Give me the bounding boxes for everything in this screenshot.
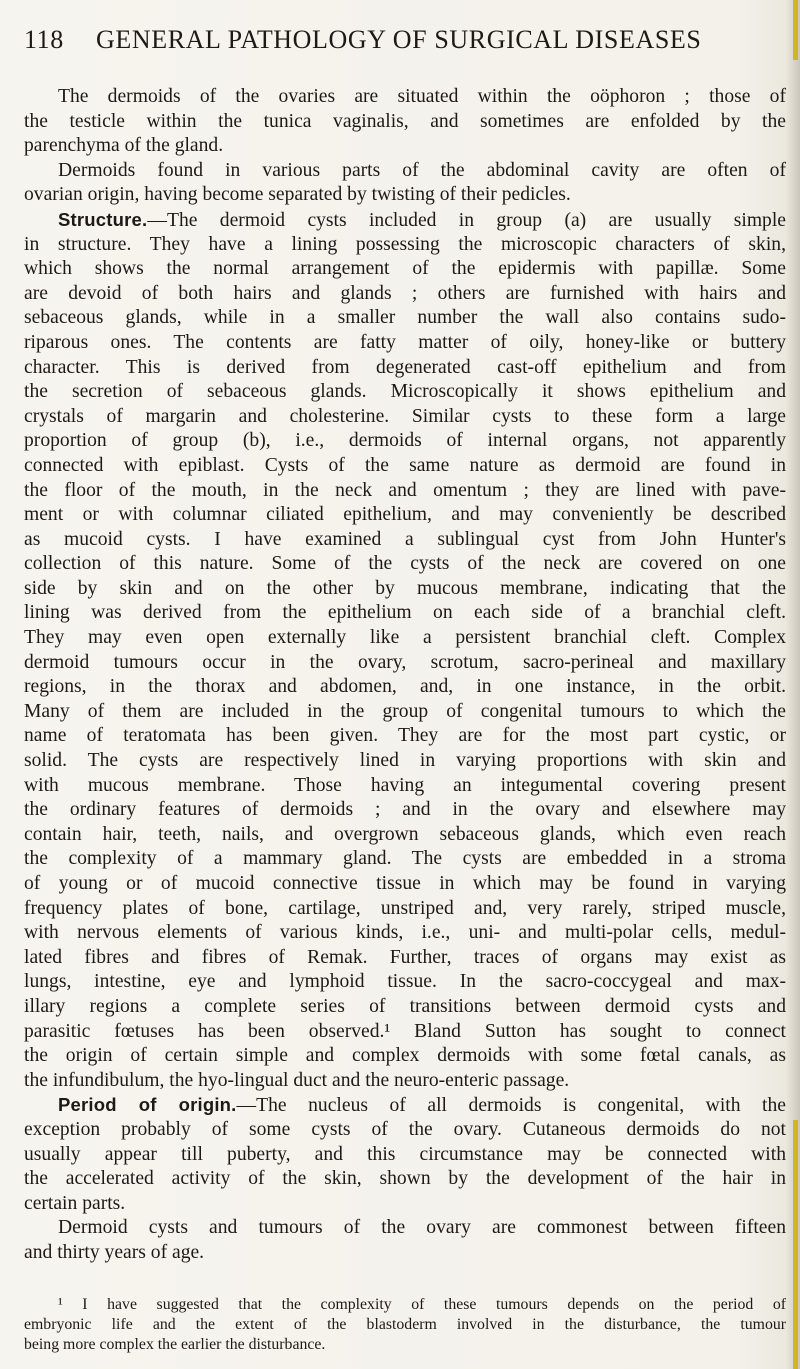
text-line bbox=[24, 429, 786, 454]
line-text: crystals of margarin and cholesterine. Similar cysts to these form a large bbox=[24, 405, 786, 427]
text-line bbox=[24, 552, 786, 577]
page-number: 118 bbox=[24, 25, 64, 54]
running-head bbox=[24, 20, 800, 60]
section-heading: Structure. bbox=[58, 208, 148, 230]
body-text bbox=[24, 85, 786, 1266]
line-text: with nervous elements of various kinds, i.e., uni- and multi-polar cells, medul- bbox=[24, 922, 786, 944]
text-line bbox=[24, 183, 786, 208]
page-edge-mark bbox=[793, 1120, 798, 1369]
line-text: illary regions a complete series of transitions between dermoid cysts and bbox=[24, 995, 786, 1017]
text-line bbox=[24, 601, 786, 626]
text-line bbox=[24, 847, 786, 872]
footnote-line: ¹ I have suggested that the complexity of these tumours depends on the period of bbox=[58, 1296, 786, 1313]
text-line bbox=[24, 1241, 786, 1266]
text-line bbox=[24, 872, 786, 897]
footnote-line: embryonic life and the extent of the blastoderm involved in the disturbance, the tumour bbox=[24, 1316, 786, 1333]
line-text: collection of this nature. Some of the cysts of the neck are covered on one bbox=[24, 553, 786, 575]
text-line bbox=[24, 1044, 786, 1069]
line-text: Many of them are included in the group of congenital tumours to which the bbox=[24, 700, 786, 722]
text-line bbox=[24, 995, 786, 1020]
line-text: —The dermoid cysts included in group (a) are usually simple bbox=[147, 209, 786, 231]
text-line bbox=[24, 897, 786, 922]
text-line bbox=[24, 208, 786, 233]
text-line bbox=[24, 380, 786, 405]
text-line bbox=[24, 651, 786, 676]
text-line bbox=[24, 1093, 786, 1118]
line-text: are devoid of both hairs and glands ; others are furnished with hairs and bbox=[24, 282, 786, 304]
line-text: certain parts. bbox=[24, 1192, 126, 1214]
line-text: They may even open externally like a persistent branchial cleft. Complex bbox=[24, 627, 786, 649]
line-text: the testicle within the tunica vaginalis, and sometimes are enfolded by the bbox=[24, 110, 786, 132]
line-text: contain hair, teeth, nails, and overgrown sebaceous glands, which even reach bbox=[24, 823, 786, 845]
text-line bbox=[24, 700, 786, 725]
line-text: character. This is derived from degenerated cast-off epithelium and from bbox=[24, 356, 786, 378]
line-text: parasitic fœtuses has been observed.¹ Bland Sutton has sought to connect bbox=[24, 1020, 786, 1042]
line-text: with mucous membrane. Those having an integumental covering present bbox=[24, 774, 786, 796]
text-line bbox=[24, 946, 786, 971]
text-line bbox=[24, 626, 786, 651]
line-text: riparous ones. The contents are fatty matter of oily, honey-like or buttery bbox=[24, 331, 786, 353]
line-text: lated fibres and fibres of Remak. Further, traces of organs may exist as bbox=[24, 946, 786, 968]
text-line bbox=[24, 1118, 786, 1143]
text-line bbox=[24, 331, 786, 356]
text-line bbox=[24, 970, 786, 995]
line-text: dermoid tumours occur in the ovary, scrotum, sacro-perineal and maxillary bbox=[24, 651, 786, 673]
line-text: the secretion of sebaceous glands. Microscopically it shows epithelium and bbox=[24, 381, 786, 403]
line-text: the complexity of a mammary gland. The cysts are embedded in a stroma bbox=[24, 848, 786, 870]
line-text: the floor of the mouth, in the neck and omentum ; they are lined with pave- bbox=[24, 479, 786, 501]
text-line bbox=[24, 479, 786, 504]
line-text: connected with epiblast. Cysts of the same nature as dermoid are found in bbox=[24, 454, 786, 476]
line-text: ovarian origin, having become separated by twisting of their pedicles. bbox=[24, 184, 571, 206]
text-line bbox=[24, 798, 786, 823]
line-text: solid. The cysts are respectively lined in varying proportions with skin and bbox=[24, 750, 786, 772]
line-text: frequency plates of bone, cartilage, unstriped and, very rarely, striped muscle, bbox=[24, 897, 786, 919]
line-text: exception probably of some cysts of the ovary. Cutaneous dermoids do not bbox=[24, 1118, 786, 1140]
line-text: the origin of certain simple and complex dermoids with some fœtal canals, as bbox=[24, 1045, 786, 1067]
text-line bbox=[24, 134, 786, 159]
text-line bbox=[24, 1216, 786, 1241]
line-text: usually appear till puberty, and this circumstance may be connected with bbox=[24, 1143, 786, 1165]
line-text: side by skin and on the other by mucous membrane, indicating that the bbox=[24, 577, 786, 599]
text-line bbox=[24, 503, 786, 528]
text-line bbox=[24, 356, 786, 381]
text-line bbox=[24, 159, 786, 184]
line-text: the ordinary features of dermoids ; and in the ovary and elsewhere may bbox=[24, 799, 786, 821]
text-line bbox=[24, 749, 786, 774]
line-text: proportion of group (b), i.e., dermoids of internal organs, not apparently bbox=[24, 430, 786, 452]
text-line bbox=[24, 1143, 786, 1168]
line-text: in structure. They have a lining possessing the microscopic characters of skin, bbox=[24, 233, 786, 255]
text-line bbox=[24, 1167, 786, 1192]
text-line bbox=[24, 528, 786, 553]
line-text: parenchyma of the gland. bbox=[24, 135, 224, 157]
line-text: and thirty years of age. bbox=[24, 1241, 205, 1263]
line-text: the infundibulum, the hyo-lingual duct and the neuro-enteric passage. bbox=[24, 1069, 570, 1091]
footnotes bbox=[24, 1295, 786, 1355]
line-text: ment or with columnar ciliated epithelium, and may conveniently be described bbox=[24, 504, 786, 526]
line-text: Dermoids found in various parts of the abdominal cavity are often of bbox=[58, 159, 786, 181]
line-text: lungs, intestine, eye and lymphoid tissue. In the sacro-coccygeal and max- bbox=[24, 971, 786, 993]
text-line bbox=[24, 774, 786, 799]
line-text: name of teratomata has been given. They are for the most part cystic, or bbox=[24, 725, 786, 747]
line-text: the accelerated activity of the skin, shown by the development of the hair in bbox=[24, 1168, 786, 1190]
line-text: regions, in the thorax and abdomen, and, in one instance, in the orbit. bbox=[24, 676, 786, 698]
text-line bbox=[24, 405, 786, 430]
text-line bbox=[24, 675, 786, 700]
text-line bbox=[24, 1069, 786, 1094]
text-line bbox=[24, 454, 786, 479]
line-text: The dermoids of the ovaries are situated within the oöphoron ; those of bbox=[58, 86, 786, 107]
text-line bbox=[24, 577, 786, 602]
text-line bbox=[24, 306, 786, 331]
section-heading: Period of origin. bbox=[58, 1094, 237, 1116]
line-text: Dermoid cysts and tumours of the ovary are commonest between fifteen bbox=[58, 1217, 786, 1239]
text-line bbox=[24, 1020, 786, 1045]
line-text: of young or of mucoid connective tissue in which may be found in varying bbox=[24, 873, 786, 894]
line-text: —The nucleus of all dermoids is congenital, with the bbox=[236, 1095, 786, 1117]
text-line bbox=[24, 1192, 786, 1217]
text-line bbox=[24, 85, 786, 110]
text-line bbox=[24, 724, 786, 749]
text-line bbox=[24, 282, 786, 307]
line-text: lining was derived from the epithelium on each side of a branchial cleft. bbox=[24, 602, 786, 624]
line-text: as mucoid cysts. I have examined a sublingual cyst from John Hunter's bbox=[24, 528, 786, 550]
footnote-line: being more complex the earlier the disturbance. bbox=[24, 1336, 326, 1353]
text-line bbox=[24, 257, 786, 282]
text-line bbox=[24, 110, 786, 135]
text-line bbox=[24, 233, 786, 258]
line-text: sebaceous glands, while in a smaller number the wall also contains sudo- bbox=[24, 307, 786, 329]
running-title: GENERAL PATHOLOGY OF SURGICAL DISEASES bbox=[96, 25, 702, 54]
text-line bbox=[24, 921, 786, 946]
line-text: which shows the normal arrangement of the epidermis with papillæ. Some bbox=[24, 258, 786, 280]
text-line bbox=[24, 823, 786, 848]
